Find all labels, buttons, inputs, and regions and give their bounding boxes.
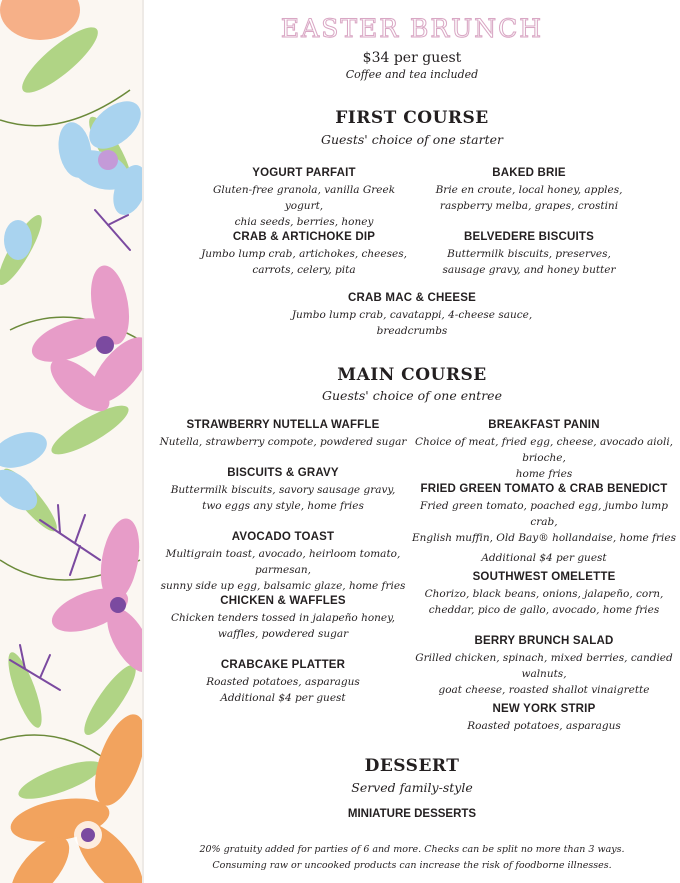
item-name: FRIED GREEN TOMATO & CRAB BENEDICT: [420, 483, 668, 495]
item-name: BISCUITS & GRAVY: [227, 467, 339, 479]
item-name: YOGURT PARFAIT: [252, 167, 356, 179]
item-name: STRAWBERRY NUTELLA WAFFLE: [186, 419, 380, 431]
item-description: goat cheese, roasted shallot vinaigrette: [438, 684, 650, 696]
first-course-title: FIRST COURSE: [335, 108, 489, 128]
item-description: sausage gravy, and honey butter: [442, 264, 616, 276]
item-name: BREAKFAST PANIN: [488, 419, 600, 431]
item-name: NEW YORK STRIP: [492, 703, 596, 715]
price-per-guest: $34 per guest: [362, 50, 462, 66]
first-course-subtitle: Guests' choice of one starter: [321, 132, 503, 147]
item-description: Chicken tenders tossed in jalapeño honey,: [170, 612, 396, 624]
menu-content: [144, 0, 680, 883]
footer-gratuity-note: 20% gratuity added for parties of 6 and more. Checks can be split no more than 3 ways.: [199, 844, 625, 855]
menu-item: [408, 418, 680, 482]
floral-border-decoration-icon: [0, 0, 142, 883]
item-description: cheddar, pico de gallo, avocado, home fries: [428, 604, 660, 616]
main-course-subtitle: Guests' choice of one entree: [322, 388, 502, 403]
item-name: BERRY BRUNCH SALAD: [474, 635, 614, 647]
item-name: SOUTHWEST OMELETTE: [472, 571, 616, 583]
item-description: raspberry melba, grapes, crostini: [439, 200, 619, 212]
footer-notes: [144, 842, 680, 874]
item-description: waffles, powdered sugar: [217, 628, 349, 640]
menu-item: [408, 702, 680, 734]
item-description: English muffin, Old Bay® hollandaise, home fries: [412, 532, 676, 544]
menu-item: [277, 291, 547, 339]
item-description: two eggs any style, home fries: [202, 500, 364, 512]
menu-item: [152, 466, 414, 514]
item-description: home fries: [515, 468, 573, 480]
item-description: Multigrain toast, avocado, heirloom tomato, parmesan,: [165, 548, 401, 576]
dessert-subtitle: Served family-style: [351, 780, 473, 795]
item-description: Brie en croute, local honey, apples,: [435, 184, 623, 196]
item-description: sunny side up egg, balsamic glaze, home fries: [160, 580, 406, 592]
item-description: Buttermilk biscuits, savory sausage gravy,: [170, 484, 396, 496]
menu-item: [408, 570, 680, 618]
menu-item: [199, 166, 409, 230]
item-description: Roasted potatoes, asparagus: [206, 676, 360, 688]
item-name: AVOCADO TOAST: [231, 531, 335, 543]
page-title: EASTER BRUNCH: [280, 14, 544, 43]
item-description: Buttermilk biscuits, preserves,: [447, 248, 611, 260]
menu-item: [152, 658, 414, 706]
item-description: chia seeds, berries, honey: [234, 216, 374, 228]
menu-item: [408, 634, 680, 698]
item-description: Jumbo lump crab, artichokes, cheeses,: [201, 248, 407, 260]
item-description: Roasted potatoes, asparagus: [467, 720, 621, 732]
item-description: Jumbo lump crab, cavatappi, 4-cheese sauce,: [291, 309, 533, 321]
item-name: BAKED BRIE: [492, 167, 566, 179]
footer-health-warning: Consuming raw or uncooked products can increase the risk of foodborne illnesses.: [212, 860, 612, 871]
menu-item: [408, 482, 680, 566]
item-description: carrots, celery, pita: [252, 264, 356, 276]
item-description: Fried green tomato, poached egg, jumbo lump crab,: [420, 500, 668, 528]
menu-item: [199, 230, 409, 278]
price-note: Coffee and tea included: [345, 68, 479, 81]
menu-item: [148, 530, 418, 594]
item-description: Nutella, strawberry compote, powdered sugar: [159, 436, 407, 448]
item-name: CRABCAKE PLATTER: [220, 659, 346, 671]
dessert-title: DESSERT: [364, 756, 460, 776]
item-description: Gluten-free granola, vanilla Greek yogurt,: [212, 184, 396, 212]
item-description: Choice of meat, fried egg, cheese, avocado aioli, brioche,: [414, 436, 674, 464]
menu-item: [424, 230, 634, 278]
menu-item: [152, 594, 414, 642]
dessert-item-name: MINIATURE DESSERTS: [347, 808, 477, 820]
item-description: Grilled chicken, spinach, mixed berries, candied walnuts,: [415, 652, 673, 680]
item-description: Chorizo, black beans, onions, jalapeño, corn,: [424, 588, 664, 600]
floral-border: [0, 0, 142, 883]
item-surcharge: Additional $4 per guest: [481, 552, 607, 564]
item-name: CRAB & ARTICHOKE DIP: [232, 231, 376, 243]
item-name: CHICKEN & WAFFLES: [220, 595, 346, 607]
item-name: CRAB MAC & CHEESE: [348, 292, 476, 304]
item-description: breadcrumbs: [376, 325, 448, 337]
item-name: BELVEDERE BISCUITS: [464, 231, 594, 243]
menu-item: [152, 418, 414, 450]
main-course-title: MAIN COURSE: [337, 365, 487, 385]
menu-item: [424, 166, 634, 214]
item-description: Additional $4 per guest: [220, 692, 346, 704]
